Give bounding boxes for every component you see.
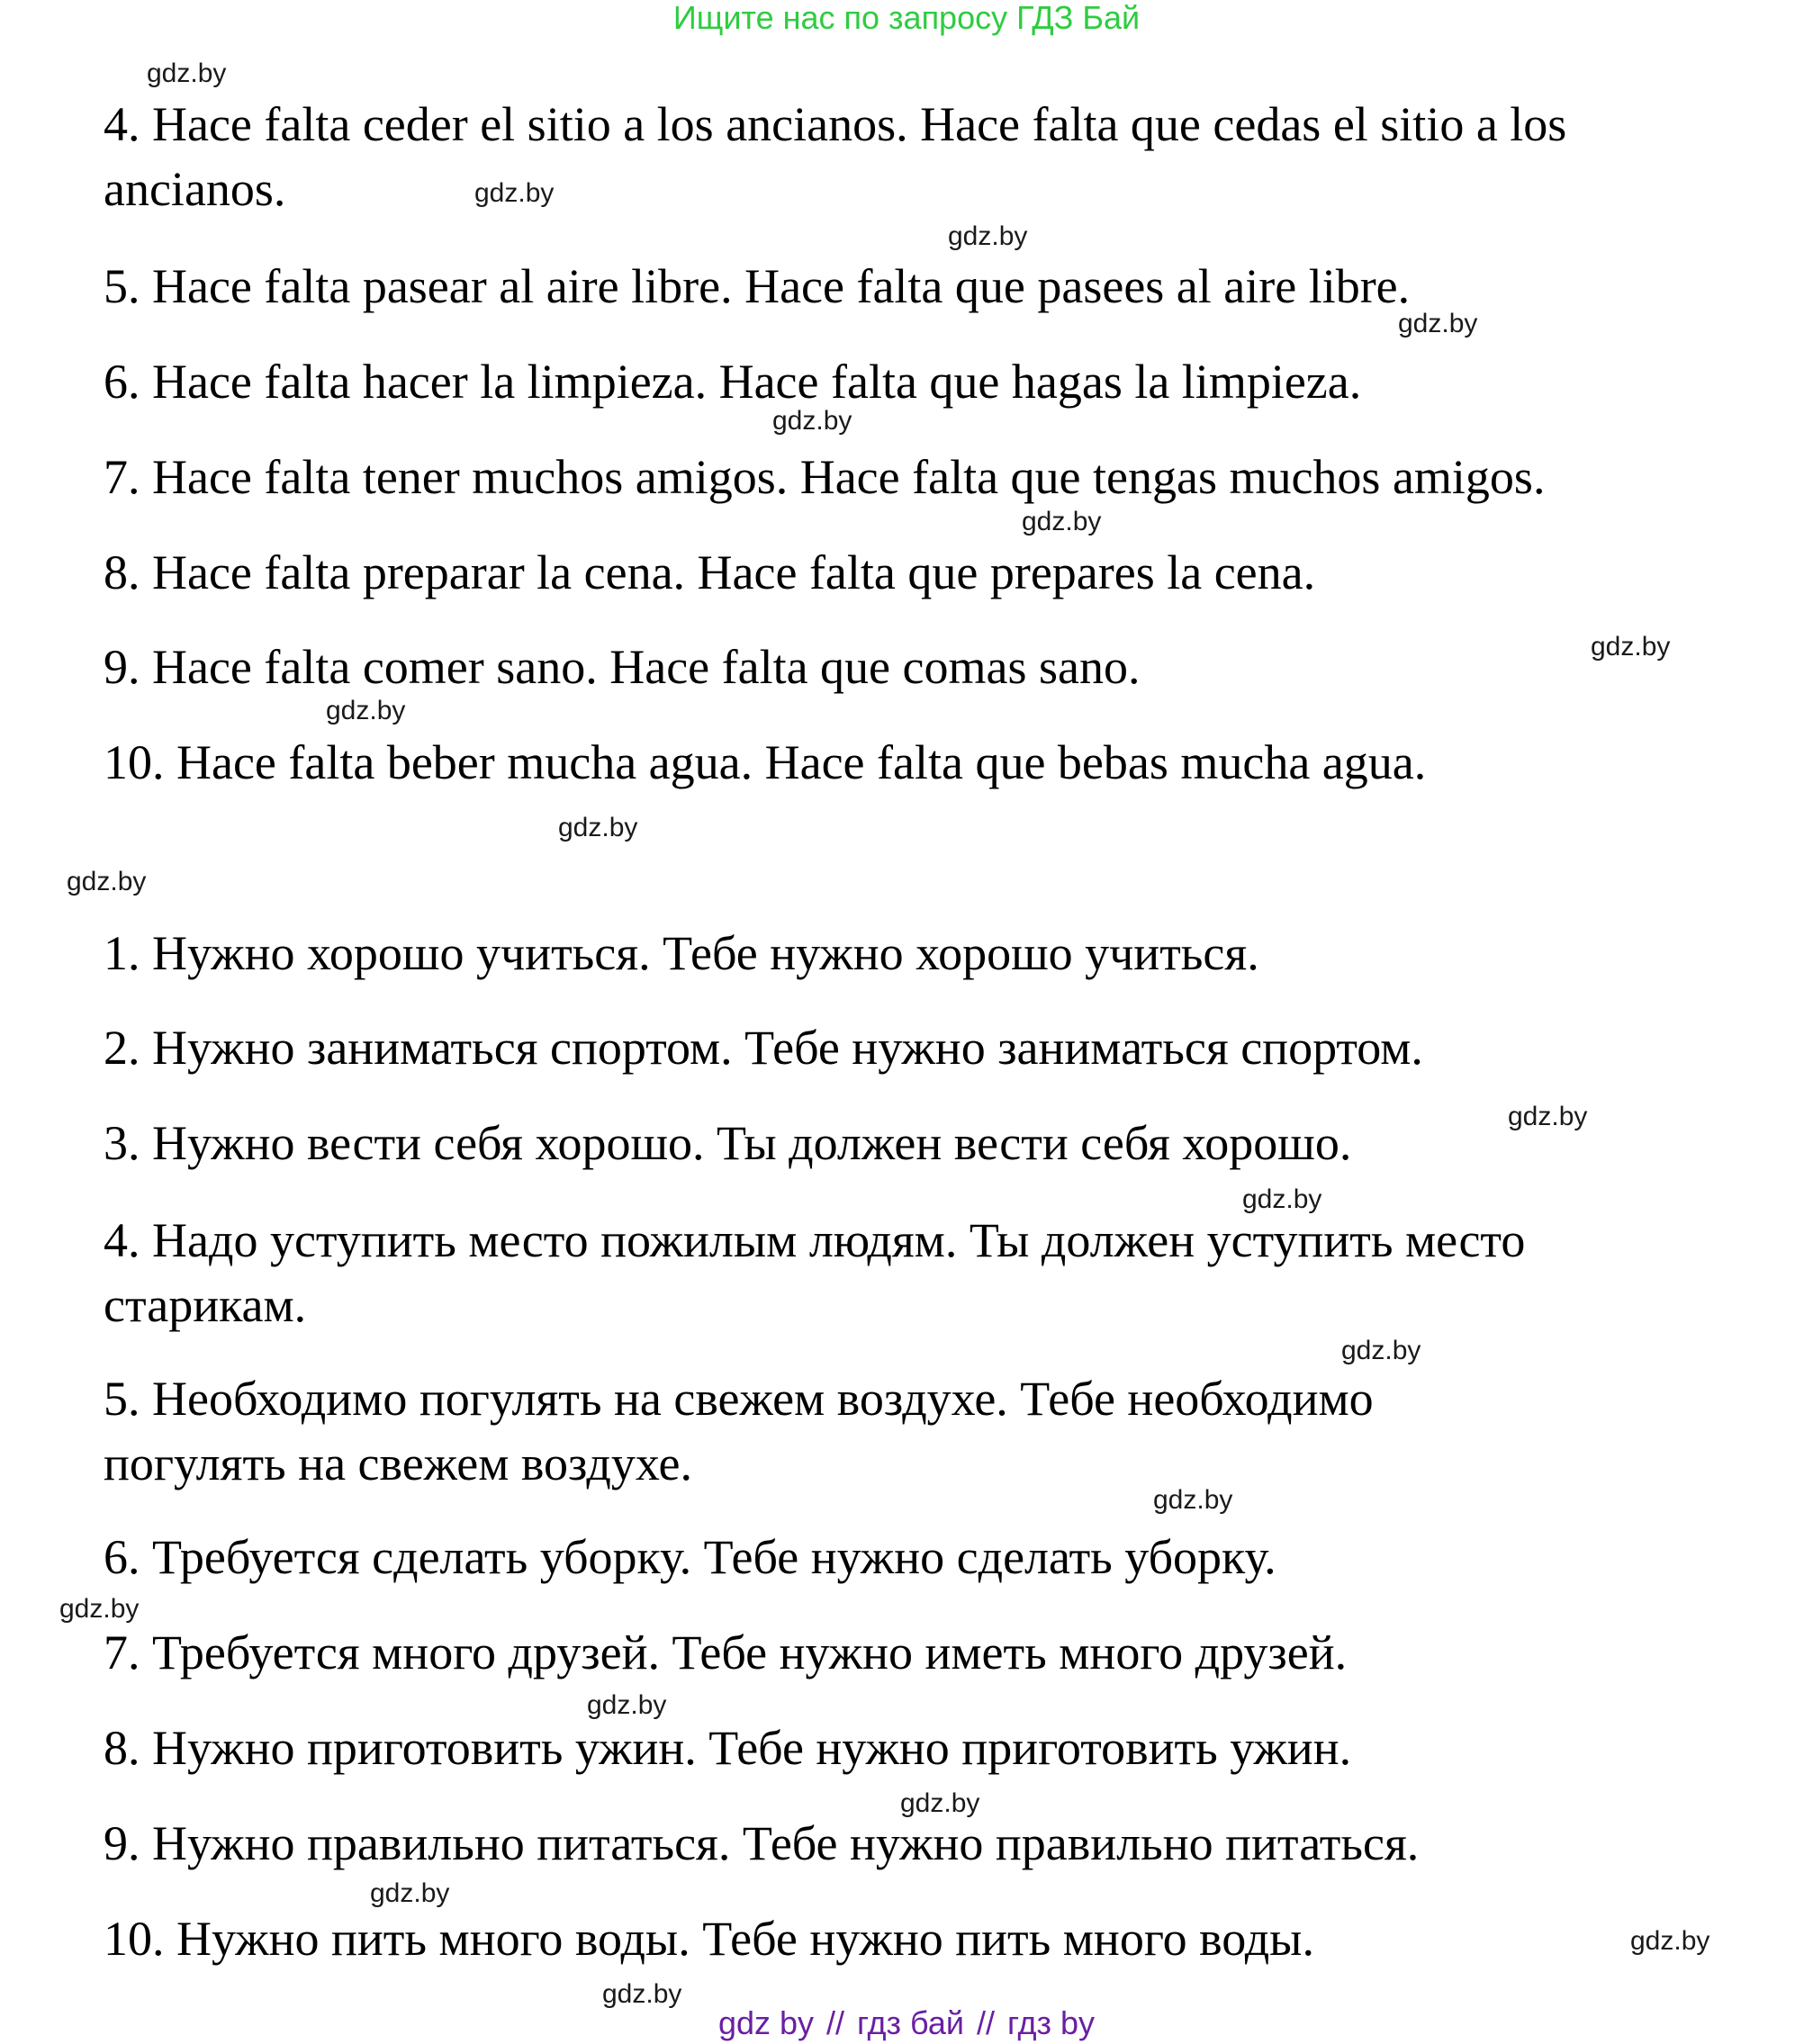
watermark: gdz.by — [772, 406, 852, 436]
answer-line: 2. Нужно заниматься спортом. Тебе нужно заниматься спортом. — [104, 1021, 1423, 1075]
answer-line: 7. Hace falta tener muchos amigos. Hace falta que tengas muchos amigos. — [104, 450, 1546, 504]
watermark: gdz.by — [1022, 507, 1102, 536]
watermark: gdz.by — [1508, 1102, 1588, 1131]
footer-link-gdz-by[interactable]: gdz by — [717, 2004, 815, 2041]
footer-separator: // — [976, 2004, 995, 2041]
answer-line: 5. Hace falta pasear al aire libre. Hace falta que pasees al aire libre. — [104, 259, 1411, 313]
watermark: gdz.by — [1242, 1184, 1322, 1214]
answer-line: 10. Hace falta beber mucha agua. Hace falta que bebas mucha agua. — [104, 735, 1427, 789]
answer-line: 10. Нужно пить много воды. Тебе нужно пить много воды. — [104, 1912, 1314, 1966]
answer-line: 9. Нужно правильно питаться. Тебе нужно правильно питаться. — [104, 1816, 1420, 1870]
watermark: gdz.by — [602, 1979, 682, 2009]
footer-link-gdz-by-cyr[interactable]: гдз by — [1007, 2004, 1096, 2041]
watermark: gdz.by — [558, 813, 638, 842]
answer-line: 5. Необходимо погулять на свежем воздухе. Тебе необходимо — [104, 1372, 1374, 1426]
answer-line: 1. Нужно хорошо учиться. Тебе нужно хорошо учиться. — [104, 926, 1259, 980]
answer-line: погулять на свежем воздухе. — [104, 1436, 692, 1490]
answer-line: 6. Требуется сделать уборку. Тебе нужно сделать уборку. — [104, 1530, 1276, 1584]
search-banner: Ищите нас по запросу ГДЗ Бай — [672, 0, 1141, 36]
watermark: gdz.by — [147, 59, 227, 88]
watermark: gdz.by — [67, 867, 147, 896]
answer-line: 9. Hace falta comer sano. Hace falta que comas sano. — [104, 640, 1141, 694]
footer-separator: // — [826, 2004, 845, 2041]
watermark: gdz.by — [59, 1594, 140, 1624]
footer-links — [0, 2005, 1813, 2041]
watermark: gdz.by — [1153, 1485, 1233, 1515]
watermark: gdz.by — [587, 1690, 667, 1720]
answer-line: 4. Надо уступить место пожилым людям. Ты должен уступить место — [104, 1213, 1526, 1267]
watermark: gdz.by — [1591, 632, 1671, 662]
watermark: gdz.by — [326, 696, 406, 725]
answer-line: старикам. — [104, 1278, 307, 1332]
watermark: gdz.by — [900, 1788, 980, 1818]
answer-line: 3. Нужно вести себя хорошо. Ты должен вести себя хорошо. — [104, 1116, 1352, 1170]
answer-line: 4. Hace falta ceder el sitio a los ancianos. Hace falta que cedas el sitio a los — [104, 97, 1567, 151]
watermark: gdz.by — [474, 178, 555, 208]
watermark: gdz.by — [1341, 1336, 1421, 1365]
watermark: gdz.by — [1630, 1926, 1710, 1956]
footer-link-gdz-bai[interactable]: гдз бай — [857, 2004, 964, 2041]
answer-line: 6. Hace falta hacer la limpieza. Hace falta que hagas la limpieza. — [104, 355, 1362, 409]
answer-line: 7. Требуется много друзей. Тебе нужно иметь много друзей. — [104, 1625, 1348, 1679]
answer-line: 8. Hace falta preparar la cena. Hace falta que prepares la cena. — [104, 545, 1316, 599]
answer-line: 8. Нужно приготовить ужин. Тебе нужно приготовить ужин. — [104, 1721, 1352, 1775]
answer-line: ancianos. — [104, 162, 286, 216]
watermark: gdz.by — [948, 221, 1028, 251]
watermark: gdz.by — [370, 1878, 450, 1908]
watermark: gdz.by — [1398, 309, 1478, 338]
